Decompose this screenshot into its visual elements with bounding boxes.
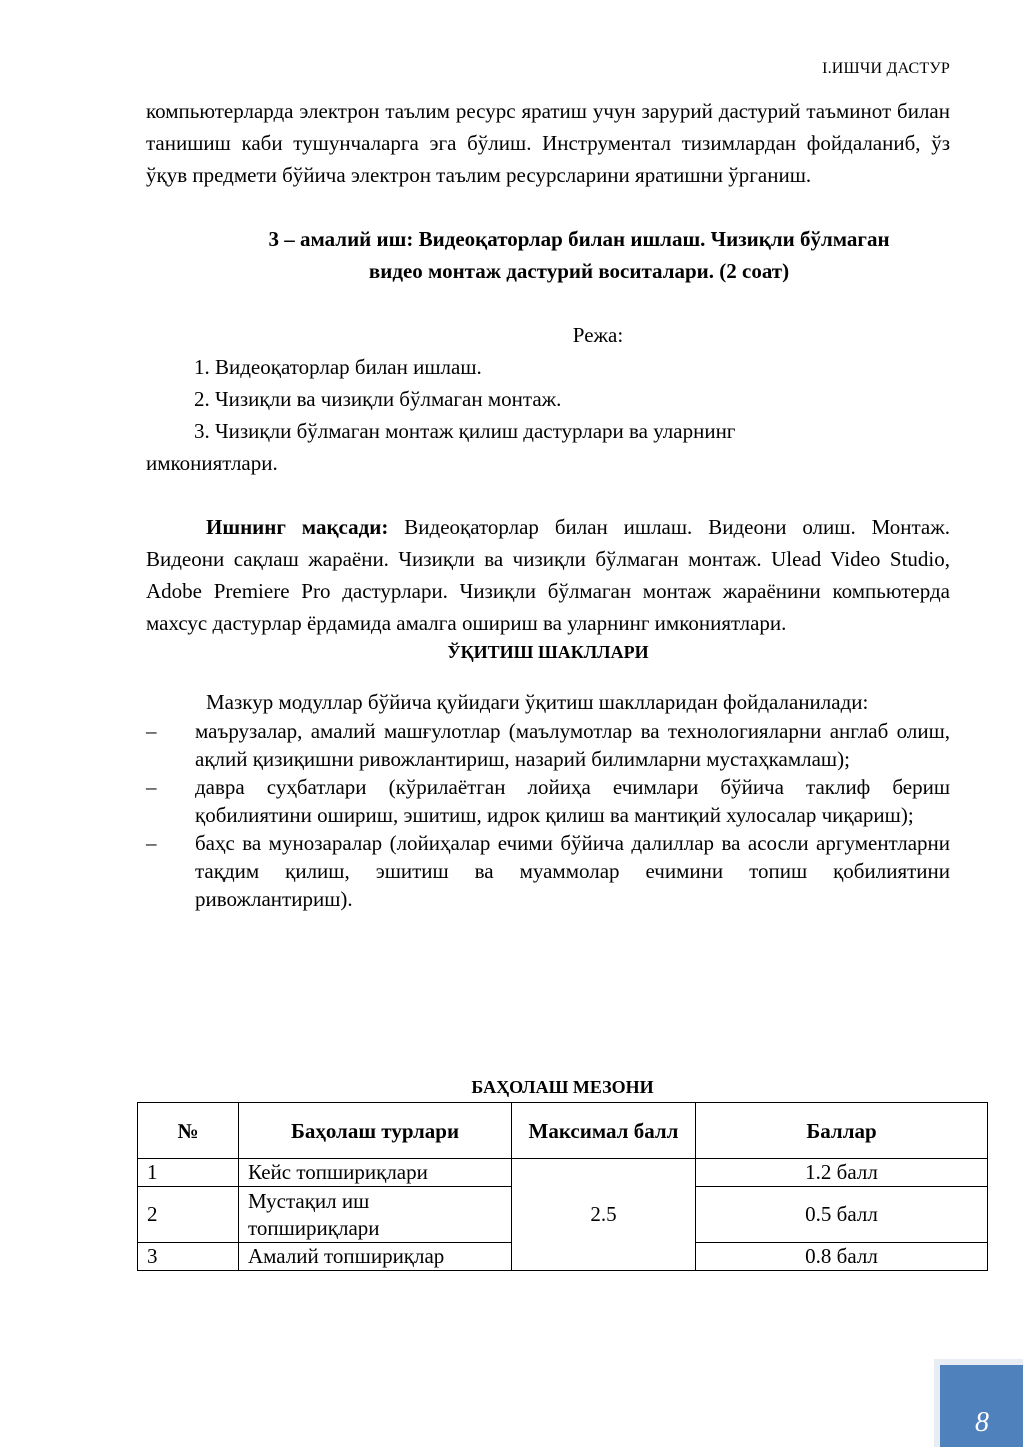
row-type: Амалий топшириқлар <box>239 1243 512 1271</box>
list-item-text: баҳс ва мунозаралар (лойиҳалар ечими бўйича далиллар ва асосли аргументларни тақдим қилиш, эшитиш ва муаммолар ечимини топиш қобилиятини ривожлантириш). <box>195 831 950 911</box>
page-number: 8 <box>975 1407 989 1438</box>
goal-paragraph <box>146 511 950 639</box>
intro-paragraph: компьютерларда электрон таълим ресурс яратиш учун зарурий дастурий таъминот билан танишиш каби тушунчаларга эга бўлиш. Инструментал тизимлардан фойдаланиб, ўз ўқув предмети бўйича электрон таълим ресурсларини яратишни ўрганиш. <box>146 99 950 187</box>
evaluation-heading: БАҲОЛАШ МЕЗОНИ <box>471 1077 654 1097</box>
row-number: 3 <box>138 1243 239 1271</box>
list-item <box>146 717 950 773</box>
dash-bullet: – <box>146 831 157 855</box>
dash-bullet: – <box>146 775 157 799</box>
teaching-forms-list <box>146 717 950 913</box>
goal-label: Ишнинг мақсади: <box>206 515 389 539</box>
row-number: 1 <box>138 1159 239 1187</box>
row-type: Кейс топшириқлари <box>239 1159 512 1187</box>
list-item <box>146 773 950 829</box>
plan-item-1: 1. Видеоқаторлар билан ишлаш. <box>194 355 482 379</box>
column-header-max-score: Максимал балл <box>512 1103 696 1159</box>
row-type: Мустақил иш топшириқлари <box>239 1187 512 1243</box>
plan-item-3-continuation: имкониятлари. <box>146 451 278 475</box>
column-header-points: Баллар <box>696 1103 988 1159</box>
page-number-box <box>940 1365 1023 1447</box>
practical-work-title <box>146 223 950 287</box>
row-points: 0.5 балл <box>696 1187 988 1243</box>
list-item <box>146 829 950 913</box>
teaching-forms-intro: Мазкур модуллар бўйича қуйидаги ўқитиш шаклларидан фойдаланилади: <box>206 690 869 714</box>
table-row <box>138 1159 988 1187</box>
column-header-number: № <box>138 1103 239 1159</box>
list-item-text: маърузалар, амалий машғулотлар (маълумотлар ва технологияларни англаб олиш, ақлий қизиқишни ривожлантириш, назарий билимларни мустаҳкамлаш); <box>195 719 950 771</box>
row-points: 0.8 балл <box>696 1243 988 1271</box>
plan-heading: Режа: <box>572 323 624 347</box>
table-header-row <box>138 1103 988 1159</box>
evaluation-table <box>137 1102 988 1271</box>
goal-text: Видеоқаторлар билан ишлаш. Видеони олиш. Монтаж. Видеони сақлаш жараёни. Чизиқли ва чизиқли бўлмаган монтаж. Ulead Video Studio, Adobe Premiere Pro дастурлари. Чизиқли бўлмаган монтаж жараёнини компьютерда махсус дастурлар ёрдамида амалга ошириш ва уларнинг имкониятлари. <box>146 515 950 635</box>
column-header-type: Баҳолаш турлари <box>239 1103 512 1159</box>
teaching-forms-heading: ЎҚИТИШ ШАКЛЛАРИ <box>447 642 649 662</box>
running-header: I.ИШЧИ ДАСТУР <box>822 60 950 77</box>
page-number-badge <box>934 1359 1023 1447</box>
row-points: 1.2 балл <box>696 1159 988 1187</box>
practical-work-title-line-2: видео монтаж дастурий воситалари. (2 соат) <box>368 259 790 283</box>
list-item-text: давра суҳбатлари (кўрилаётган лойиҳа ечимлари бўйича таклиф бериш қобилиятини ошириш, эшитиш, идрок қилиш ва мантиқий хулосалар чиқариш); <box>195 775 950 827</box>
page-body <box>146 95 950 913</box>
plan-item-2: 2. Чизиқли ва чизиқли бўлмаган монтаж. <box>194 387 562 411</box>
max-score-cell: 2.5 <box>512 1159 696 1271</box>
row-number: 2 <box>138 1187 239 1243</box>
plan-item-3: 3. Чизиқли бўлмаган монтаж қилиш дастурлари ва уларнинг <box>194 419 736 443</box>
practical-work-title-line-1: 3 – амалий иш: Видеоқаторлар билан ишлаш. Чизиқли бўлмаган <box>268 227 890 251</box>
dash-bullet: – <box>146 719 157 743</box>
